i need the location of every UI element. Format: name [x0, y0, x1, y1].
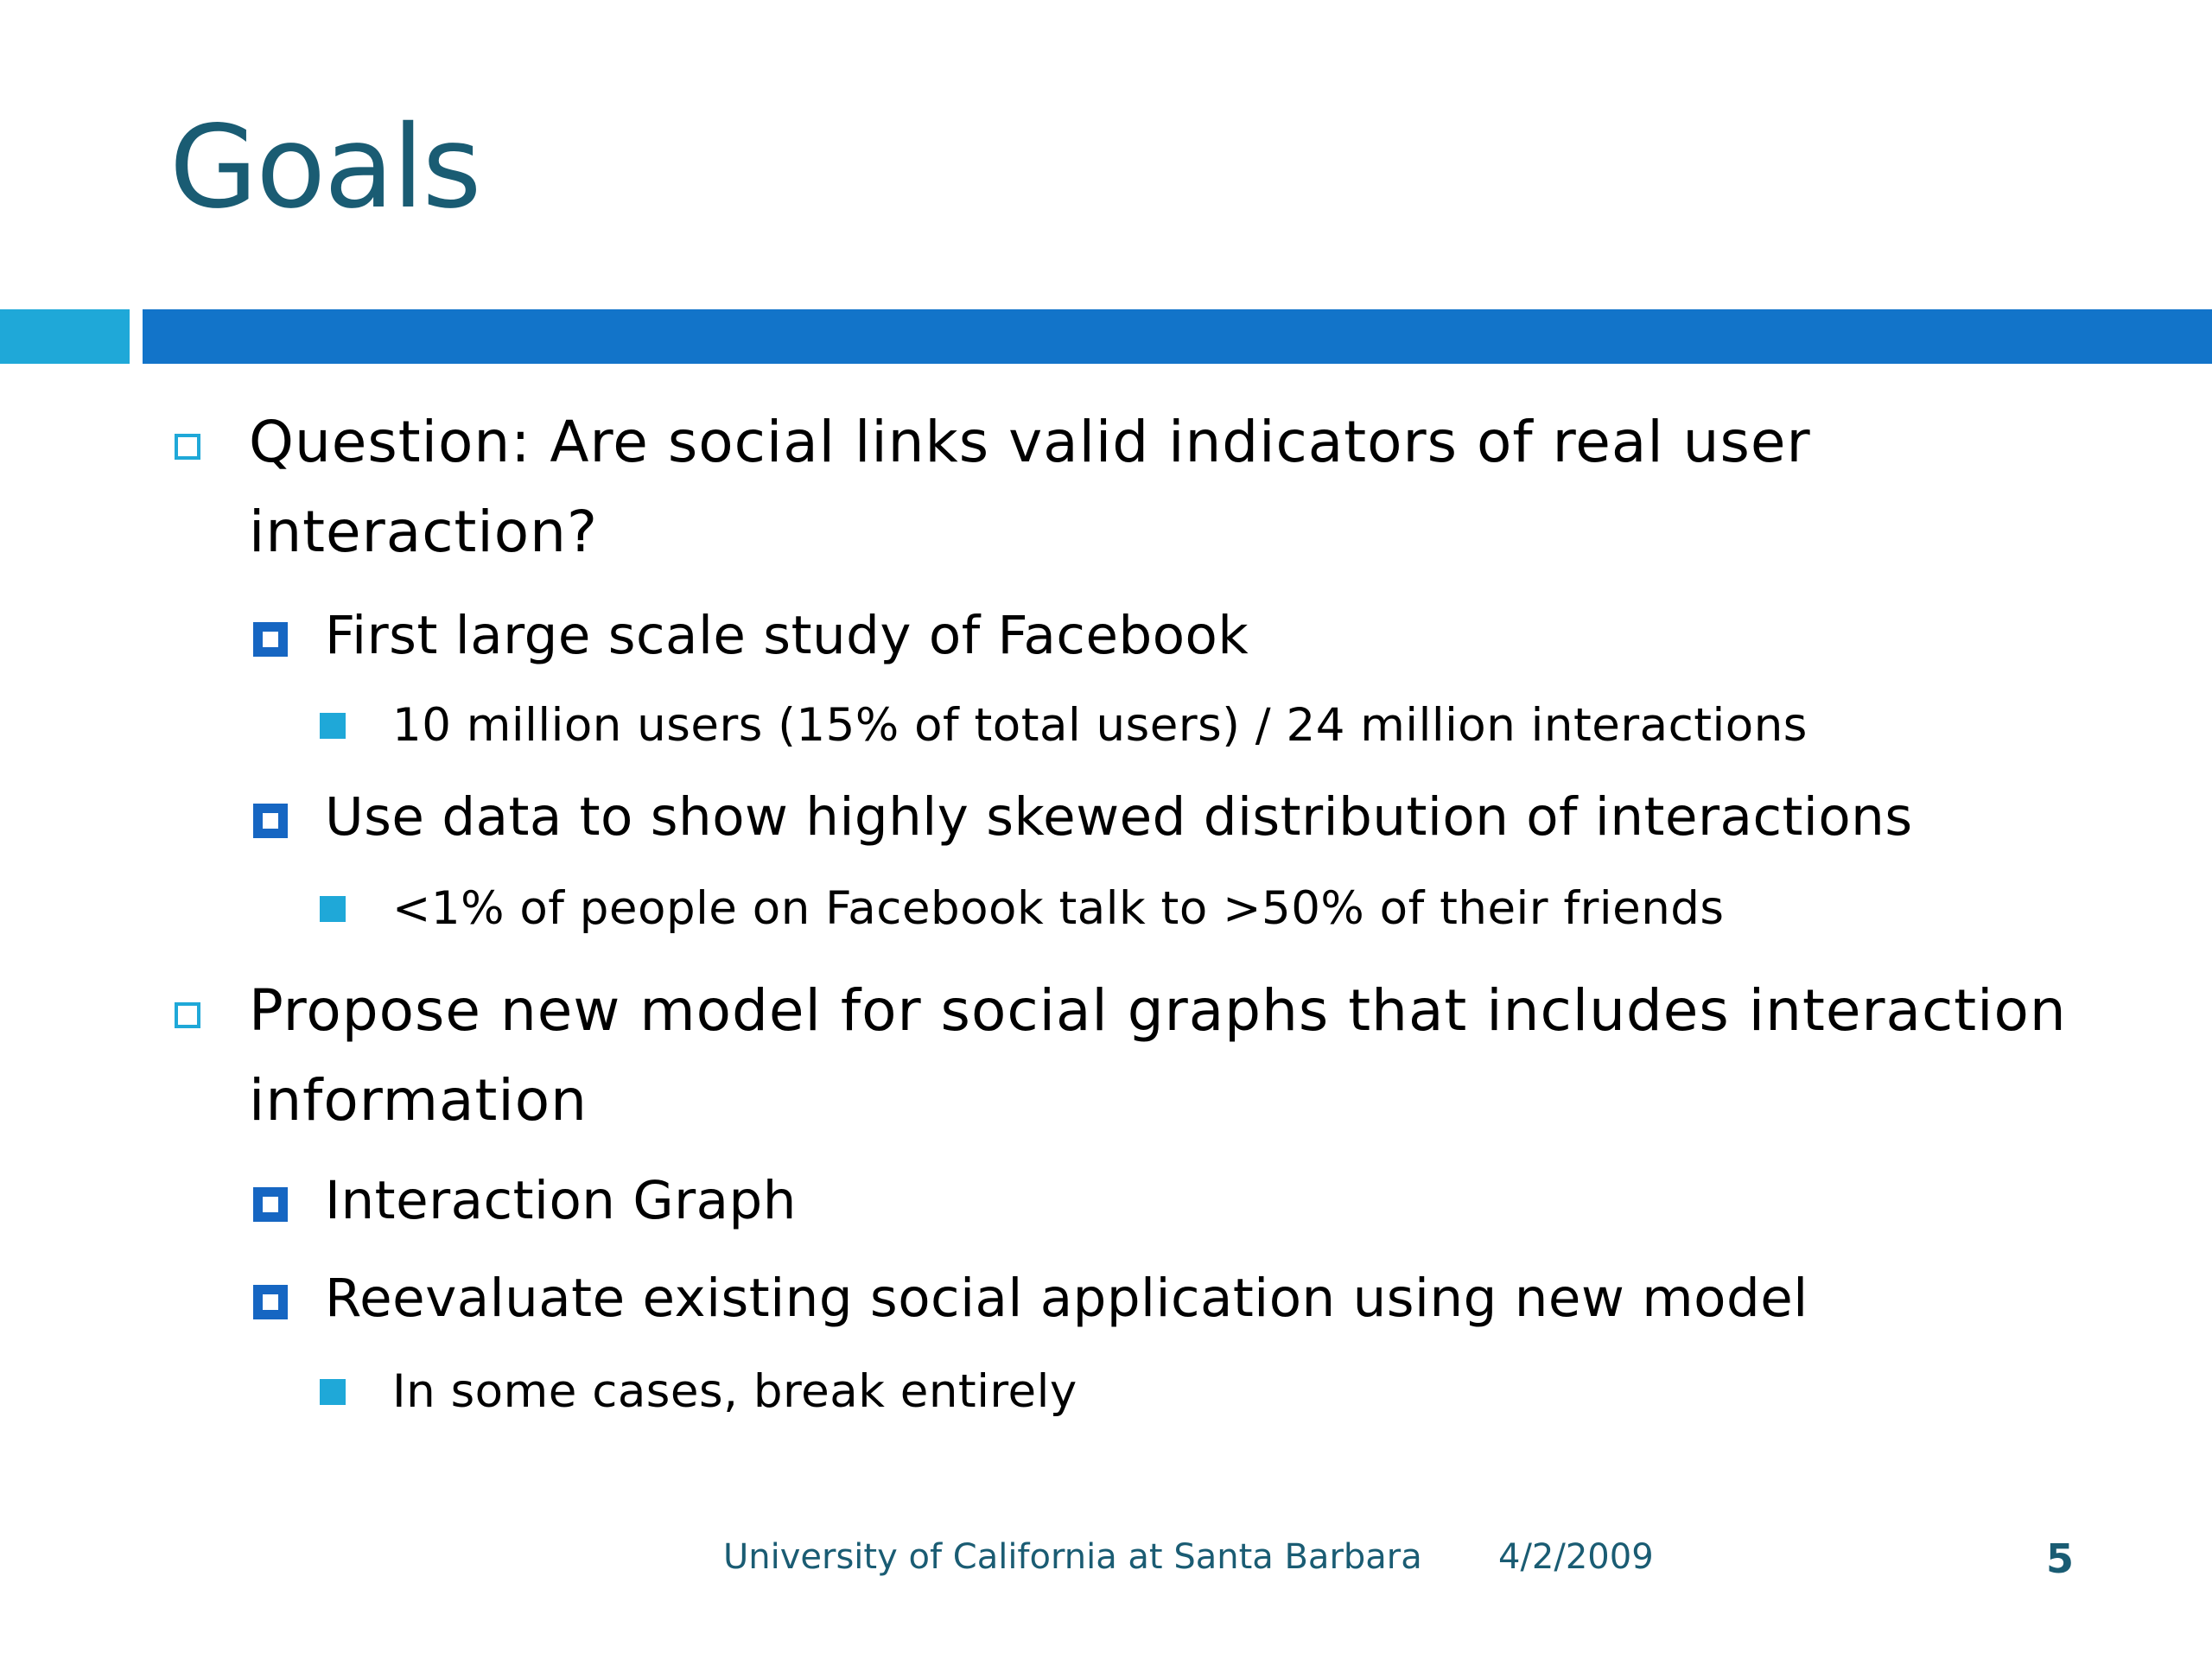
bullet-text-level3: In some cases, break entirely	[392, 1365, 1077, 1418]
filled-square-bullet-icon	[320, 713, 346, 739]
bullet-text-level2: Use data to show highly skewed distribution of interactions	[325, 786, 1913, 848]
bullet-text-level2: Interaction Graph	[325, 1170, 797, 1231]
bullet-text-level3: <1% of people on Facebook talk to >50% of their friends	[392, 882, 1725, 935]
bullet-text-level3: 10 million users (15% of total users) / 24 million interactions	[392, 699, 1808, 752]
footer-institution: University of California at Santa Barbara	[723, 1537, 1422, 1577]
framed-square-bullet-icon	[253, 1285, 288, 1319]
footer-date: 4/2/2009	[1498, 1537, 1654, 1577]
filled-square-bullet-icon	[320, 1379, 346, 1405]
bullet-text-level2: First large scale study of Facebook	[325, 605, 1249, 666]
bullet-text-level2: Reevaluate existing social application using new model	[325, 1268, 1808, 1329]
filled-square-bullet-icon	[320, 896, 346, 922]
framed-square-bullet-icon	[253, 804, 288, 838]
hollow-square-bullet-icon	[175, 434, 200, 460]
hollow-square-bullet-icon	[175, 1002, 200, 1028]
slide-title: Goals	[169, 101, 480, 234]
bullet-text-level1: Propose new model for social graphs that includes interaction information	[249, 977, 2067, 1134]
framed-square-bullet-icon	[253, 1187, 288, 1222]
bullet-text-level1: Question: Are social links valid indicators of real user interaction?	[249, 409, 1811, 565]
page-number: 5	[2045, 1535, 2074, 1582]
framed-square-bullet-icon	[253, 622, 288, 657]
